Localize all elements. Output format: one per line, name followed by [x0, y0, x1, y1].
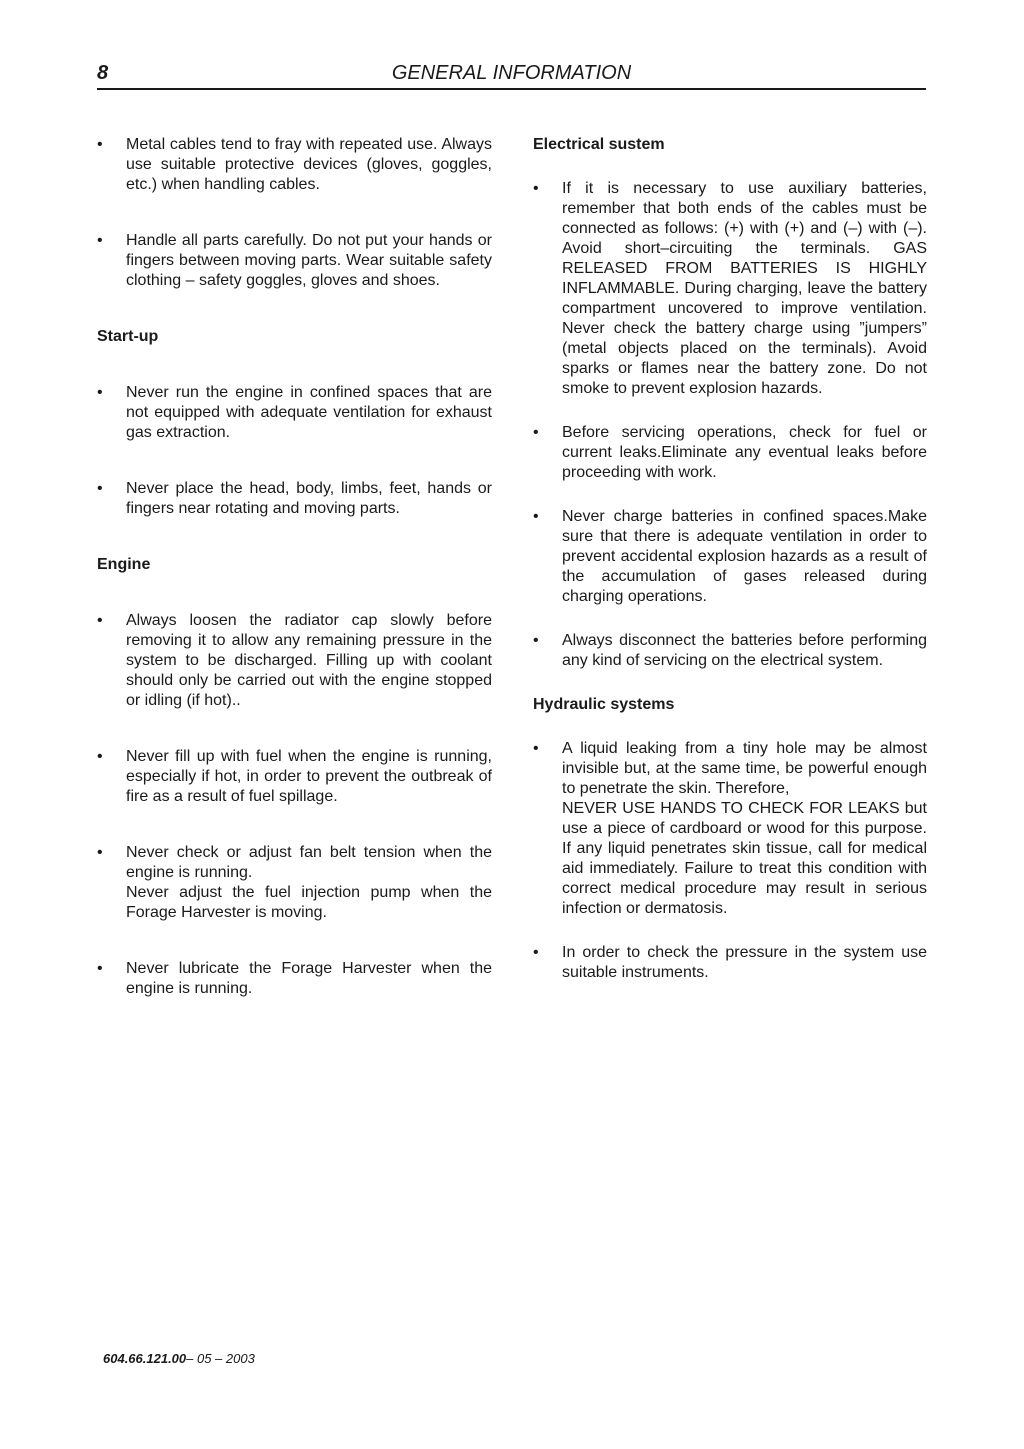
bullet-text: In order to check the pressure in the system use suitable instruments. [562, 944, 927, 981]
section-heading-startup: Start-up [97, 328, 159, 345]
bullet-dot: • [97, 748, 103, 765]
bullet-item [533, 179, 927, 399]
bullet-text: Always loosen the radiator cap slowly before removing it to allow any remaining pressure in the system to be discharged. Filling up with coolant should only be carried out with the engine stopped or idling (if hot).. [126, 612, 492, 709]
section-heading-engine: Engine [97, 556, 151, 573]
bullet-item [97, 959, 492, 999]
bullet-dot: • [533, 508, 539, 525]
bullet-text: NEVER USE HANDS TO CHECK FOR LEAKS but use a piece of cardboard or wood for this purpose. If any liquid penetrates skin tissue, call for medical aid immediately. Failure to treat this condition with correct medical procedure may result in serious infection or dermatosis. [562, 800, 927, 917]
bullet-text: If it is necessary to use auxiliary batteries, remember that both ends of the cables must be connected as follows: (+) with (+) and (–) with (–). Avoid short–circuiting the terminals. GAS RELEASED FROM BATTERIES IS HIGHLY INFLAMMABLE. During charging, leave the battery compartment uncovered to improve ventilation. Never check the battery charge using ”jumpers” (metal objects placed on the terminals). Avoid sparks or flames near the battery zone. Do not smoke to prevent explosion hazards. [562, 180, 927, 397]
bullet-text: A liquid leaking from a tiny hole may be almost invisible but, at the same time, be powerful enough to penetrate the skin. Therefore, [562, 740, 927, 797]
bullet-item [97, 479, 492, 519]
bullet-text: Metal cables tend to fray with repeated use. Always use suitable protective devices (gloves, goggles, etc.) when handling cables. [126, 136, 492, 193]
bullet-dot: • [533, 632, 539, 649]
bullet-dot: • [97, 384, 103, 401]
page-header [97, 60, 926, 90]
running-title: GENERAL INFORMATION [391, 62, 632, 84]
bullet-text: Never run the engine in confined spaces that are not equipped with adequate ventilation for exhaust gas extraction. [126, 384, 492, 441]
bullet-item [533, 631, 927, 671]
section-heading-electrical: Electrical sustem [533, 136, 665, 153]
bullet-text: Never charge batteries in confined spaces.Make sure that there is adequate ventilation in order to prevent accidental explosion hazards as a result of the accumulation of gases released during charging operations. [562, 508, 927, 605]
bullet-text: Never lubricate the Forage Harvester when the engine is running. [126, 960, 492, 997]
bullet-item [97, 383, 492, 443]
bullet-text: Never check or adjust fan belt tension when the engine is running. [126, 844, 492, 881]
right-column [533, 135, 927, 983]
bullet-text: Never adjust the fuel injection pump when the Forage Harvester is moving. [126, 884, 492, 921]
bullet-text: Handle all parts carefully. Do not put your hands or fingers between moving parts. Wear suitable safety clothing – safety goggles, gloves and shoes. [126, 232, 492, 289]
bullet-item [97, 231, 492, 291]
bullet-item [533, 739, 927, 919]
document-date: – 05 – 2003 [186, 1351, 255, 1366]
document-code: 604.66.121.00 [103, 1351, 187, 1366]
bullet-text: Before servicing operations, check for fuel or current leaks.Eliminate any eventual leaks before proceeding with work. [562, 424, 927, 481]
bullet-item [97, 135, 492, 195]
bullet-dot: • [97, 612, 103, 629]
bullet-item [533, 507, 927, 607]
bullet-text: Never fill up with fuel when the engine is running, especially if hot, in order to prevent the outbreak of fire as a result of fuel spillage. [126, 748, 492, 805]
section-heading-hydraulic: Hydraulic systems [533, 696, 675, 713]
bullet-item [533, 943, 927, 983]
bullet-item [97, 611, 492, 711]
bullet-dot: • [97, 136, 103, 153]
bullet-item [97, 747, 492, 807]
bullet-text: Always disconnect the batteries before performing any kind of servicing on the electrical system. [562, 632, 927, 669]
bullet-dot: • [97, 480, 103, 497]
bullet-dot: • [533, 424, 539, 441]
left-column [97, 135, 492, 999]
bullet-dot: • [97, 960, 103, 977]
bullet-item [97, 843, 492, 923]
bullet-dot: • [533, 944, 539, 961]
bullet-text: Never place the head, body, limbs, feet, hands or fingers near rotating and moving parts. [126, 480, 492, 517]
bullet-dot: • [97, 844, 103, 861]
page-number: 8 [97, 62, 109, 84]
page-footer [103, 1351, 255, 1367]
bullet-dot: • [533, 180, 539, 197]
bullet-dot: • [97, 232, 103, 249]
bullet-dot: • [533, 740, 539, 757]
bullet-item [533, 423, 927, 483]
